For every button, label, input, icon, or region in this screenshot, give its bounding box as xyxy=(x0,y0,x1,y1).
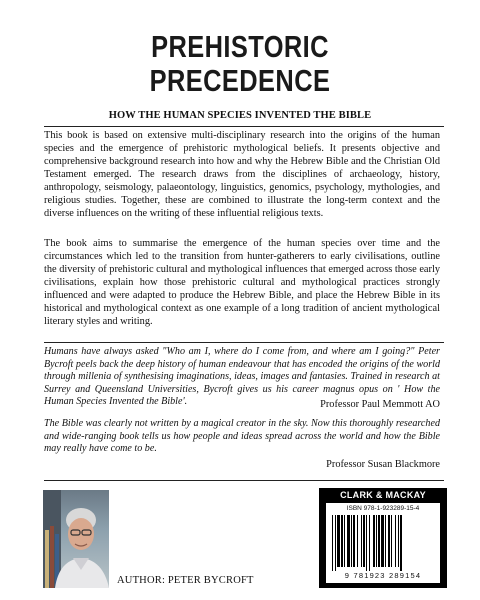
barcode-number: 9 781923 289154 xyxy=(344,571,422,580)
description-paragraph-2: The book aims to summarise the emergence of the human species over time and the circumstances which led to the transition from hunter-gatherers to early civilisations, outline the diversity of prehistoric cultural and mythological influences that emerged across those early civilisations, explain how those prehistoric cultural and mythological practices strongly influenced and were adapted to produce the Hebrew Bible, and place the Hebrew Bible in its historical and mythological context as one example of a long tradition of ancient mythological literary styles and writing. xyxy=(44,238,440,327)
endorsement-attribution-2: Professor Susan Blackmore xyxy=(326,459,440,470)
author-name: AUTHOR: PETER BYCROFT xyxy=(117,575,254,586)
barcode-area xyxy=(326,503,440,583)
book-subtitle: HOW THE HUMAN SPECIES INVENTED THE BIBLE xyxy=(108,110,372,121)
barcode-icon xyxy=(330,515,436,571)
endorsement-quote-1: Humans have always asked "Who am I, where do I come from, and where am I going?" Peter Bycroft peels back the deep history of human endeavour that has encoded the origins of the world through millenia of synthesising imaginations, ideas, images and fantasies. Trained in research at Surrey and Queensland Universities, Bycroft gives us his career magnus opus on ' How the Human Species Invented the Bible'. xyxy=(44,346,440,407)
endorsement-quote-2: The Bible was clearly not written by a magical creator in the sky. Now this thoroughly researched and wide-ranging book tells us how people and ideas spread across the world and how the Bible may really have come to be. xyxy=(44,418,440,454)
endorsement-attribution-1: Professor Paul Memmott AO xyxy=(320,399,440,410)
author-photo xyxy=(43,490,109,588)
description-paragraph-1: This book is based on extensive multi-disciplinary research into the origins of the human species and the emergence of prehistoric mythological beliefs. It presents objective and comprehensive background research into how and why the Hebrew Bible and the Christian Old Testament emerged. The research draws from the disciplines of archaeology, history, anthropology, seismology, palaeontology, linguistics, genomics, psychology, mythologies, and religious studies. Together, these are combined to illustrate the long-term context and the diverse influences on the writing of these influential religious texts. xyxy=(44,130,440,219)
divider-top xyxy=(44,126,444,127)
barcode-panel xyxy=(319,488,447,588)
divider-bottom xyxy=(44,480,444,481)
author-portrait-image xyxy=(43,490,109,588)
divider-middle xyxy=(44,342,444,343)
book-title-line-1: PREHISTORIC xyxy=(151,29,329,64)
isbn-label: ISBN 978-1-923289-15-4 xyxy=(346,505,420,512)
publisher-name: CLARK & MACKAY xyxy=(340,490,426,500)
book-title-line-2: PRECEDENCE xyxy=(149,63,331,98)
